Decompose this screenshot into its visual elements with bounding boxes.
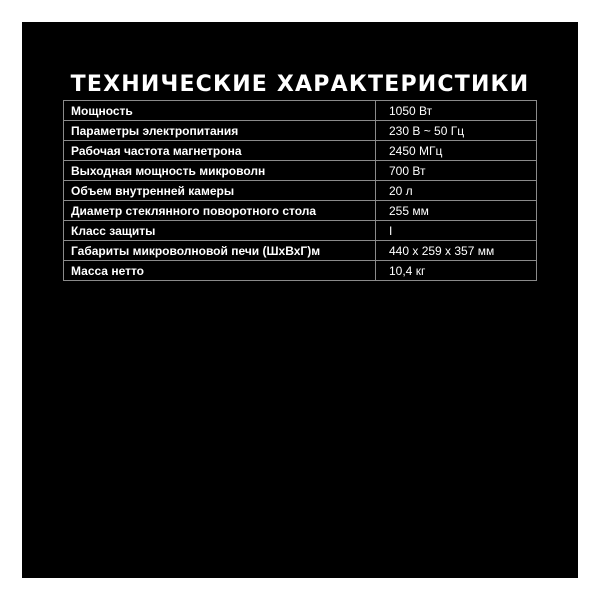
- spec-value: 440 х 259 х 357 мм: [376, 241, 537, 261]
- table-row: [64, 101, 537, 121]
- spec-value: 255 мм: [376, 201, 537, 221]
- spec-name: Выходная мощность микроволн: [64, 161, 376, 181]
- table-row: [64, 161, 537, 181]
- table-row: [64, 181, 537, 201]
- spec-value: 20 л: [376, 181, 537, 201]
- spec-name: Масса нетто: [64, 261, 376, 281]
- spec-name: Класс защиты: [64, 221, 376, 241]
- spec-value: 10,4 кг: [376, 261, 537, 281]
- spec-name: Габариты микроволновой печи (ШхВхГ)м: [64, 241, 376, 261]
- spec-value: 700 Вт: [376, 161, 537, 181]
- table-row: [64, 141, 537, 161]
- page-title: ТЕХНИЧЕСКИЕ ХАРАКТЕРИСТИКИ: [70, 72, 530, 97]
- spec-sheet: [22, 22, 578, 578]
- spec-name: Диаметр стеклянного поворотного стола: [64, 201, 376, 221]
- table-row: [64, 241, 537, 261]
- spec-value: 2450 МГц: [376, 141, 537, 161]
- specs-table: [63, 100, 537, 281]
- spec-name: Мощность: [64, 101, 376, 121]
- table-row: [64, 261, 537, 281]
- table-row: [64, 201, 537, 221]
- spec-name: Рабочая частота магнетрона: [64, 141, 376, 161]
- table-row: [64, 221, 537, 241]
- table-row: [64, 121, 537, 141]
- spec-value: 230 В ~ 50 Гц: [376, 121, 537, 141]
- spec-name: Объем внутренней камеры: [64, 181, 376, 201]
- spec-value: 1050 Вт: [376, 101, 537, 121]
- spec-name: Параметры электропитания: [64, 121, 376, 141]
- spec-value: I: [376, 221, 537, 241]
